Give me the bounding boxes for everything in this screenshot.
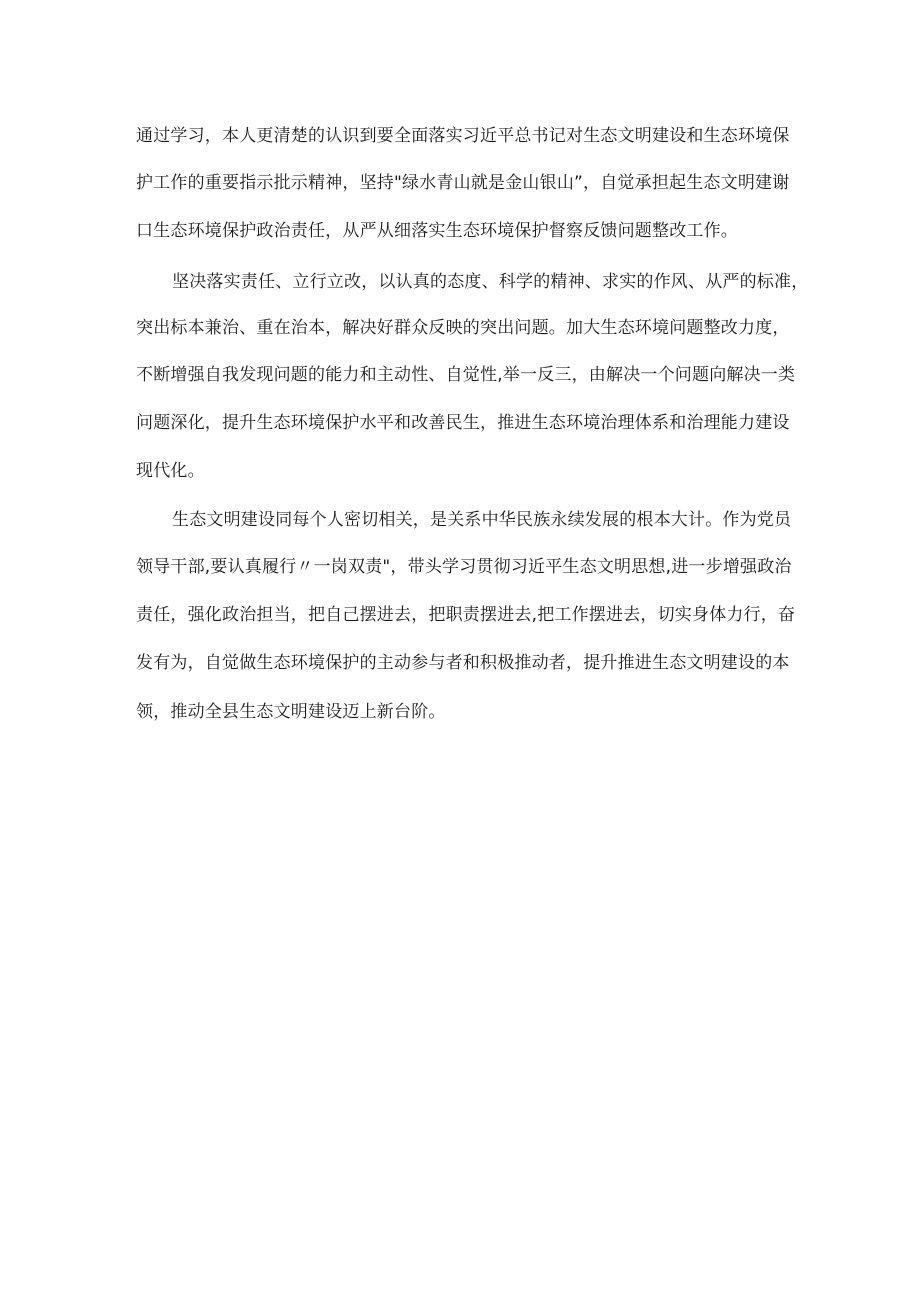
paragraph-1-line-3: 口生态环境保护政治责任，从严从细落实生态环境保护督察反馈问题整改工作。 [136, 221, 738, 241]
paragraph-1-line-1: 通过学习，本人更清楚的认识到要全面落实习近平总书记对生态文明建设和生态环境保 [136, 126, 790, 146]
paragraph-2-line-4: 问题深化，提升生态环境保护水平和改善民生，推进生态环境治理体系和治理能力建设 [136, 413, 790, 433]
paragraph-2-line-3: 不断增强自我发现问题的能力和主动性、自觉性,举一反三，由解决一个问题向解决一类 [136, 365, 796, 385]
paragraph-2-line-2: 突出标本兼治、重在治本，解决好群众反映的突出问题。加大生态环境问题整改力度， [136, 318, 790, 338]
paragraph-3-line-3: 责任，强化政治担当，把自己摆进去，把职责摆进去,把工作摆进去，切实身体力行，奋 [136, 605, 796, 625]
paragraph-3-line-4: 发有为，自觉做生态环境保护的主动参与者和积极推动者，提升推进生态文明建设的本 [136, 653, 790, 673]
paragraph-3-line-5: 领，推动全县生态文明建设迈上新台阶。 [136, 702, 446, 722]
paragraph-2-line-1: 坚决落实责任、立行立改，以认真的态度、科学的精神、求实的作风、从严的标准， [172, 272, 809, 292]
paragraph-3-line-1: 生态文明建设同每个人密切相关，是关系中华民族永续发展的根本大计。作为党员 [172, 510, 792, 530]
paragraph-1-line-2: 护工作的重要指示批示精神，坚持"绿水青山就是金山银山”，自觉承担起生态文明建谢 [136, 173, 790, 193]
paragraph-3-line-2: 领导干部,要认真履行〃一岗双责"，带头学习贯彻习近平生态文明思想,进一步增强政治 [136, 557, 792, 577]
paragraph-2-line-5: 现代化。 [136, 461, 205, 481]
